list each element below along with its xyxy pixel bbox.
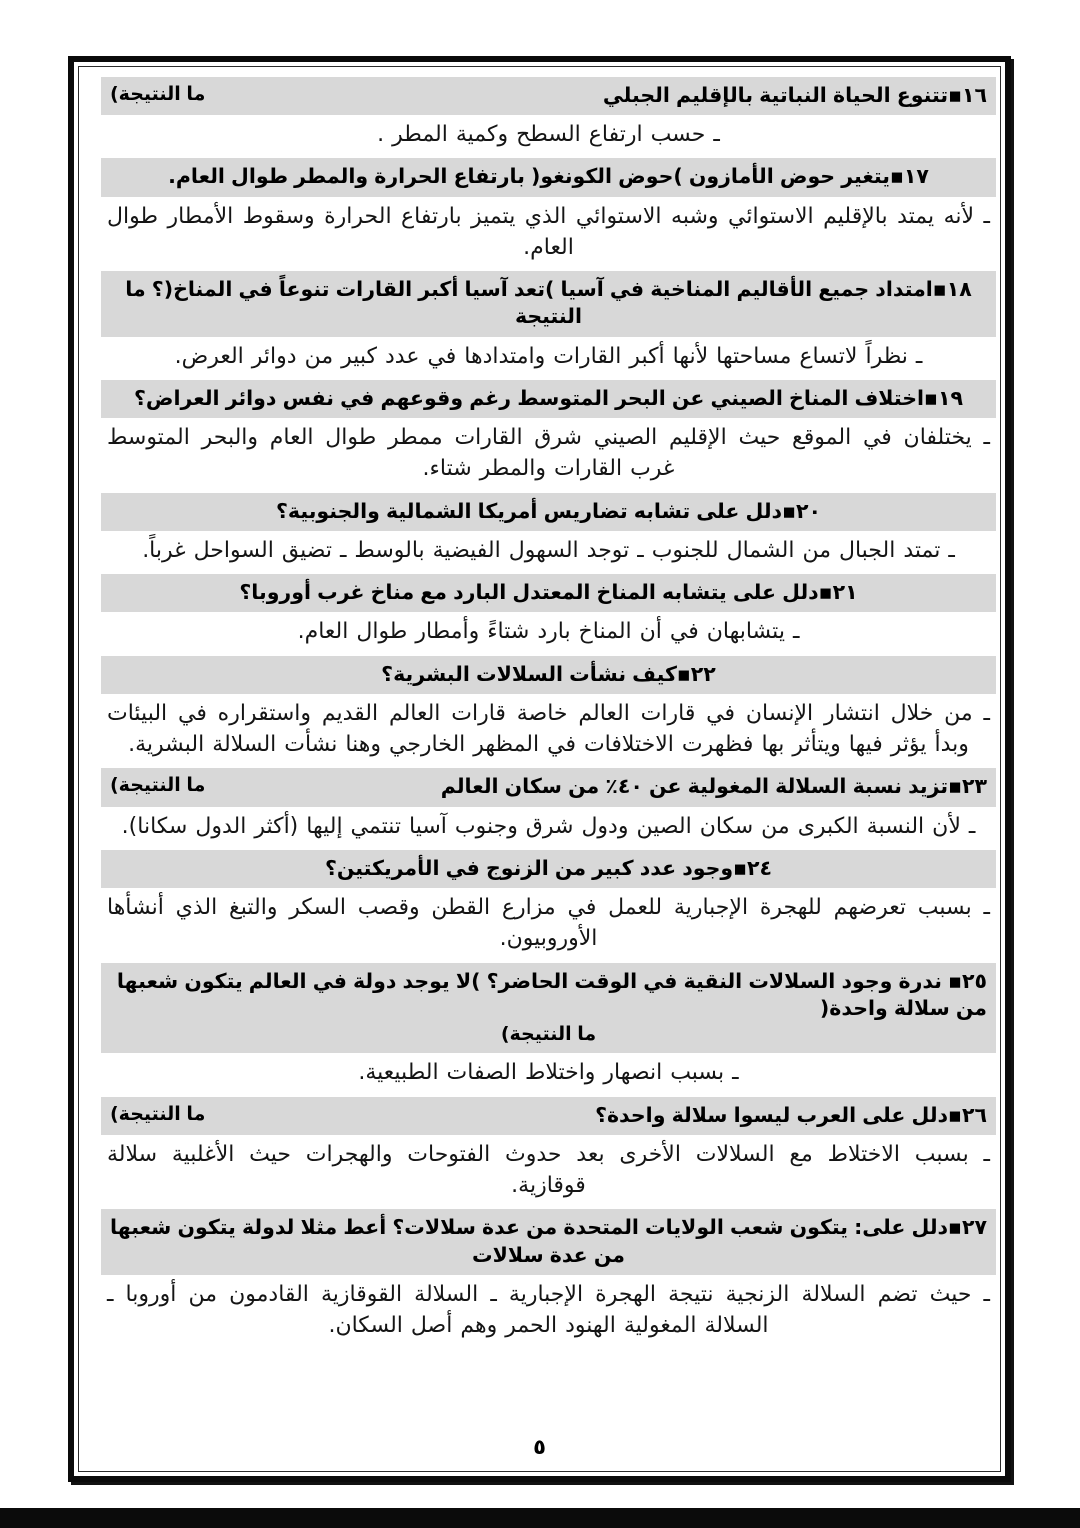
answer-text: ـ يختلفان في الموقع حيث الإقليم الصيني شرق القارات ممطر طوال العام والبحر المتوسط غرب القارات والمطر شتاء. (107, 425, 990, 482)
answer-text: ـ يتشابهان في أن المناخ بارد شتاءً وأمطار طوال العام. (297, 619, 800, 645)
question-row (110, 1102, 987, 1129)
qa-item (101, 1209, 996, 1348)
question-text: ١٧▪يتغير حوض الأمازون )حوض الكونغو( بارتفاع الحرارة والمطر طوال العام. (168, 164, 929, 189)
question-row (110, 773, 987, 800)
question-text: ٢٠▪دلل على تشابه تضاريس أمريكا الشمالية والجنوبية؟ (276, 498, 821, 523)
answer-text: ـ حيث تضم السلالة الزنجية نتيجة الهجرة الإجبارية ـ السلالة القوقازية القادمون من أوروبا ـ السلالة المغولية الهنود الحمر وهم أصل السكان. (107, 1281, 990, 1338)
question-hint: ما النتيجة) (110, 1102, 206, 1125)
qa-item (101, 493, 996, 573)
qa-item (101, 574, 996, 654)
answer-text: ـ بسبب انصهار واختلاط الصفات الطبيعية. (358, 1060, 739, 1086)
question-text: ٢٧▪دلل على: يتكون شعب الولايات المتحدة من عدة سلالات؟ أعط مثلا لدولة يتكون شعبها من عدة سلالات (110, 1215, 987, 1267)
question-band[interactable] (101, 768, 996, 806)
question-band[interactable] (101, 271, 996, 337)
question-band[interactable] (101, 1097, 996, 1135)
question-text: ١٩▪اختلاف المناخ الصيني عن البحر المتوسط رغم وقوعهم في نفس دوائر العراض؟ (134, 385, 963, 410)
question-band[interactable] (101, 77, 996, 115)
question-text: ١٨▪امتداد جميع الأقاليم المناخية في آسيا )تعد آسيا أكبر القارات تنوعاً في المناخ(؟ ما النتيجة (125, 277, 972, 329)
qa-item (101, 380, 996, 492)
answer-text: ـ لأن النسبة الكبرى من سكان الصين ودول شرق وجنوب آسيا تنتمي إليها (أكثر الدول سكانا). (121, 813, 976, 839)
answer-text: ـ حسب ارتفاع السطح وكمية المطر . (377, 122, 720, 148)
question-band[interactable] (101, 493, 996, 531)
scanned-page (68, 56, 1011, 1482)
question-band[interactable] (101, 963, 996, 1054)
question-row (110, 82, 987, 109)
question-band[interactable] (101, 574, 996, 612)
scan-bottom-black-bar (0, 1508, 1080, 1528)
question-band[interactable] (101, 850, 996, 888)
question-answer-list (101, 77, 996, 1349)
question-text: ١٦▪تتنوع الحياة النباتية بالإقليم الجبلي (602, 83, 987, 107)
qa-item (101, 850, 996, 962)
question-band[interactable] (101, 380, 996, 418)
question-text: ٢٥▪ ندرة وجود السلالات النقية في الوقت الحاضر؟ )لا يوجد دولة في العالم يتكون شعبها من سلالة واحدة( (116, 968, 987, 1020)
qa-item (101, 77, 996, 157)
question-band[interactable] (101, 656, 996, 694)
answer-text: ـ بسبب الاختلاط مع السلالات الأخرى بعد حدوث الفتوحات والهجرات حيث الأغلبية سلالة قوقازية. (107, 1141, 990, 1199)
qa-item (101, 768, 996, 848)
question-hint: ما النتيجة) (500, 1023, 597, 1046)
question-text: ٢٣▪تزيد نسبة السلالة المغولية عن ٤٠٪ من سكان العالم (440, 774, 987, 799)
page-inner-border (78, 66, 1001, 1472)
answer-text: ـ بسبب تعرضهم للهجرة الإجبارية للعمل في مزارع القطن وقصب السكر والتبغ الذي أنشأها الأوروبيون. (107, 895, 990, 952)
question-text: ٢٦▪دلل على العرب ليسوا سلالة واحدة؟ (595, 1102, 987, 1127)
question-band[interactable] (101, 1209, 996, 1275)
answer-text: ـ تمتد الجبال من الشمال للجنوب ـ توجد السهول الفيضية بالوسط ـ تضيق السواحل غرباً. (142, 537, 955, 563)
question-hint: ما النتيجة) (110, 774, 206, 797)
qa-item (101, 271, 996, 379)
qa-item (101, 1097, 996, 1209)
answer-text: ـ لأنه يمتد بالإقليم الاستوائي وشبه الاستوائي الذي يتميز بارتفاع الحرارة وسقوط الأمطار طوال العام. (107, 203, 990, 260)
qa-item (101, 656, 996, 768)
question-text: ٢٤▪وجود عدد كبير من الزنوج في الأمريكتين؟ (324, 855, 773, 880)
answer-text: ـ نظراً لاتساع مساحتها لأنها أكبر القارات وامتدادها في عدد كبير من دوائر العرض. (174, 343, 923, 369)
question-text: ٢١▪دلل على يتشابه المناخ المعتدل البارد مع مناخ غرب أوروبا؟ (239, 580, 858, 605)
question-hint: ما النتيجة) (110, 83, 206, 105)
answer-text: ـ من خلال انتشار الإنسان في قارات العالم خاصة قارات العالم القديم واستقراره في البيئات وبدأ يؤثر فيها ويتأثر بها فظهرت الاختلافات في المظهر الخارجي وهنا نشأت السلالة البشرية. (107, 700, 990, 758)
page-number: ٥ (533, 1435, 546, 1459)
qa-item (101, 963, 996, 1096)
question-band[interactable] (101, 158, 996, 196)
question-text: ٢٢▪كيف نشأت السلالات البشرية؟ (381, 661, 716, 686)
qa-item (101, 158, 996, 270)
